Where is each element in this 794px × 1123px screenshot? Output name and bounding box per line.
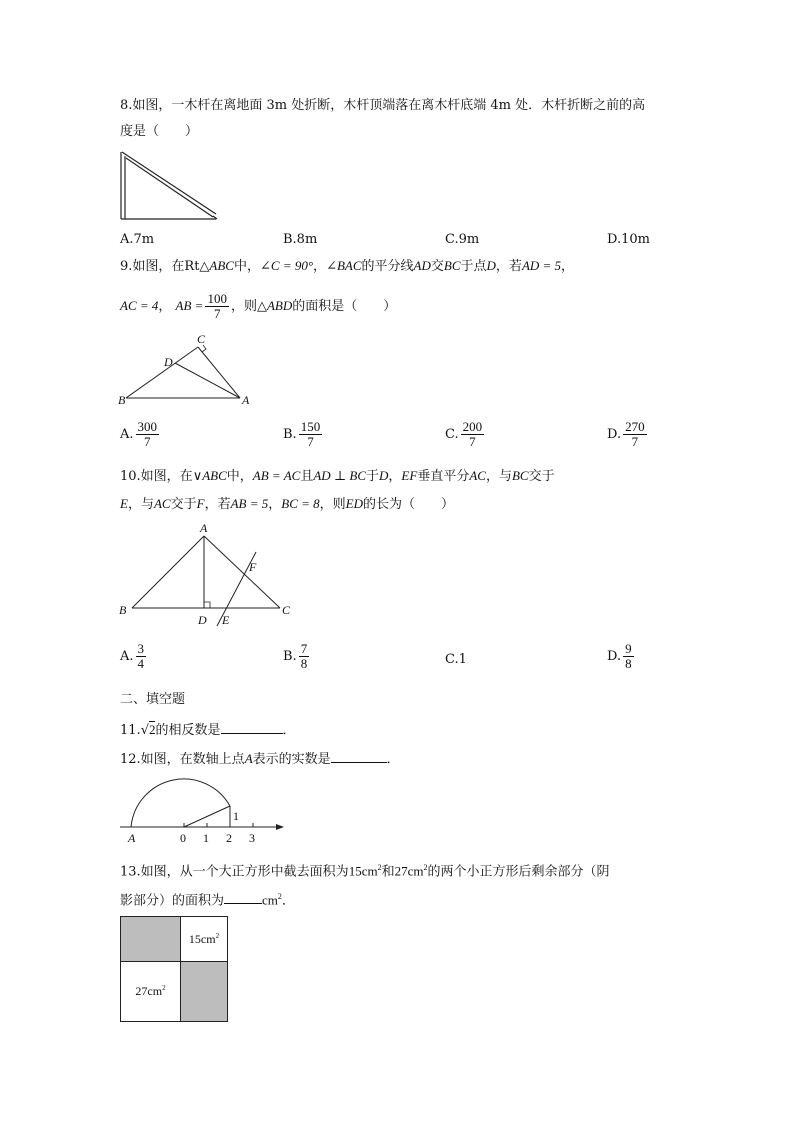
right-angle-mark <box>202 345 206 352</box>
tick-2: 2 <box>226 831 232 845</box>
q8-option-a: A.7m <box>120 232 155 247</box>
label-b: B <box>118 393 126 407</box>
q13-stem-line1: 13.如图，从一个大正方形中截去面积为$15cm^2$和$27cm^2$的两个小正方形后剩余部分（阴 <box>120 863 610 880</box>
q8-stem-line1: 8.如图，一木杆在离地面 3m 处折断，木杆顶端落在离木杆底端 4m 处．木杆折断之前的高 <box>120 98 646 113</box>
section-heading-fill-in: 二、填空题 <box>120 692 186 707</box>
q13-answer-blank[interactable] <box>224 891 262 904</box>
tick-0: 0 <box>180 831 186 845</box>
label-d: D <box>198 613 207 627</box>
q10-option-b: B. $\frac{7}{8}$ <box>283 641 308 671</box>
label-a: A <box>200 521 208 535</box>
large-square-27: $27cm^2$ <box>121 962 181 1021</box>
q10-option-a: A. $\frac{3}{4}$ <box>120 641 145 671</box>
q9-option-b: B. $\frac{150}{7}$ <box>283 419 321 449</box>
q9-ab-fraction: $\frac{100}{7}$ <box>207 291 227 321</box>
q10-option-c: C.1 <box>445 652 467 667</box>
q13-square-figure <box>120 916 228 1022</box>
height-label: 1 <box>233 809 239 823</box>
q10-stem-line1: 10.如图，在∨ABC中，AB = AC且AD ⊥ BC于D，EF垂直平分AC，与BC交于 <box>120 468 555 484</box>
q9-triangle-figure <box>114 330 264 410</box>
q9-stem-line1: 9.如图，在Rt△ABC中，∠C = 90°，∠BAC的平分线AD交BC于点D，若AD = 5， <box>120 258 575 274</box>
q12-stem: 12.如图，在数轴上点A表示的实数是 ． <box>120 751 400 767</box>
sqrt-symbol: √ <box>140 723 149 738</box>
q11-stem: 11.√2的相反数是 ． <box>120 722 296 738</box>
shaded-region-bottom-right <box>181 962 227 1021</box>
q9-option-c: C. $\frac{200}{7}$ <box>445 419 483 449</box>
label-d: D <box>164 355 173 369</box>
q10-stem-line2: E，与AC交于F，若AB = 5，BC = 8，则ED的长为（ ） <box>120 496 455 512</box>
label-c: C <box>282 603 291 617</box>
q12-number-line-figure <box>116 774 292 846</box>
small-square-15: $15cm^2$ <box>181 917 227 962</box>
q8-broken-pole-figure <box>118 150 222 222</box>
axis-arrow <box>276 824 284 830</box>
q13-stem-line2: 影部分）的面积为 $cm^2$． <box>120 892 295 909</box>
right-angle-mark <box>204 602 210 608</box>
label-f: F <box>249 560 257 574</box>
q9-option-a: A. $\frac{300}{7}$ <box>120 419 158 449</box>
q12-answer-blank[interactable] <box>331 750 387 763</box>
q10-triangle-figure <box>114 518 304 630</box>
pole-broken-part <box>122 152 216 214</box>
q9-stem-line2: AC = 4， AB = $\frac{100}{7}$ ，则△ABD的面积是（ ） <box>120 291 397 321</box>
q8-stem-line2: 度是（ ） <box>120 124 199 139</box>
q8-option-d: D.10m <box>607 232 650 247</box>
tick-1: 1 <box>203 831 209 845</box>
arc <box>131 779 230 827</box>
shaded-region-top-left <box>121 917 181 962</box>
q9-option-d: D. $\frac{270}{7}$ <box>607 419 645 449</box>
tick-3: 3 <box>249 831 255 845</box>
label-b: B <box>119 603 127 617</box>
label-a: A <box>128 831 136 845</box>
label-e: E <box>222 613 230 627</box>
label-c: C <box>197 332 206 346</box>
q8-option-c: C.9m <box>445 232 480 247</box>
q11-answer-blank[interactable] <box>221 721 283 734</box>
q10-option-d: D. $\frac{9}{8}$ <box>607 641 632 671</box>
pole-broken-part-inner <box>126 158 213 217</box>
q8-option-b: B.8m <box>283 232 318 247</box>
label-a: A <box>242 393 250 407</box>
